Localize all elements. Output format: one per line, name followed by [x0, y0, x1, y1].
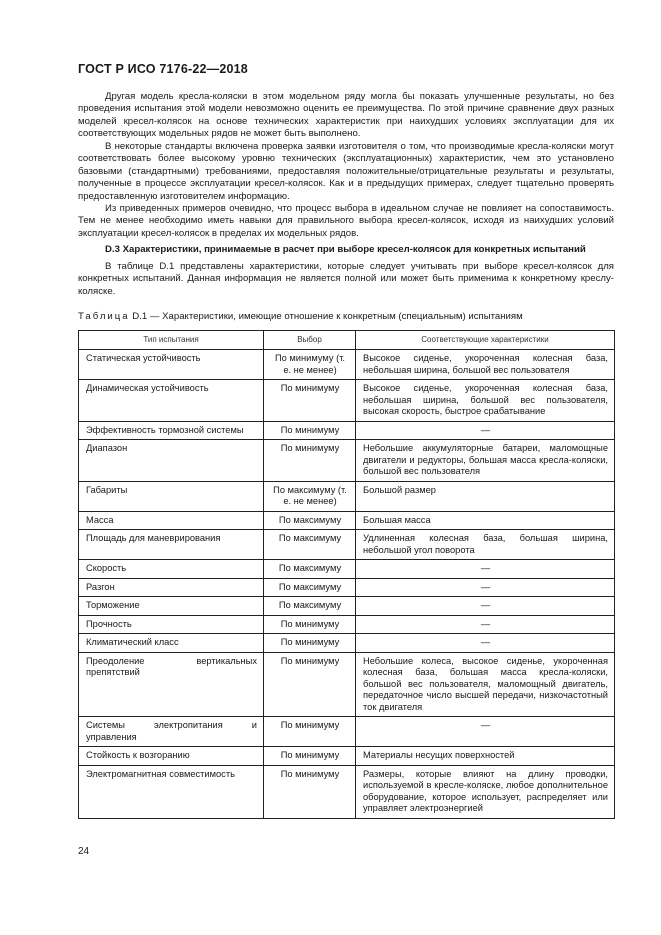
table-row — [79, 530, 615, 560]
characteristics-cell: — — [356, 615, 615, 634]
selection-cell: По максимуму — [264, 597, 356, 616]
selection-cell: По минимуму — [264, 765, 356, 818]
test-type-cell: Статическая устойчивость — [79, 350, 264, 380]
test-type-cell: Электромагнитная совместимость — [79, 765, 264, 818]
table-row — [79, 597, 615, 616]
test-type-cell: Эффективность тормозной системы — [79, 421, 264, 440]
page-number: 24 — [78, 846, 90, 857]
test-type-cell: Скорость — [79, 560, 264, 579]
table-caption — [78, 311, 614, 323]
selection-cell: По минимуму — [264, 615, 356, 634]
selection-cell: По минимуму — [264, 440, 356, 482]
table-caption-text: D.1 — Характеристики, имеющие отношение к конкретным (специальным) испытаниям — [132, 311, 523, 322]
selection-cell: По минимуму — [264, 717, 356, 747]
characteristics-cell: Небольшие колеса, высокое сиденье, укороченная колесная база, большая масса кресла-коляски, большой вес пользователя, маломощный двигатель, передаточное число высшей передачи, низкочастотный ток двигателя — [356, 652, 615, 717]
table-row — [79, 652, 615, 717]
section-paragraph: В таблице D.1 представлены характеристики, которые следует учитывать при выборе кресел-колясок для конкретных испытаний. Данная информация не является полной или может быть применима к конкретному креслу-коляске. — [78, 261, 614, 297]
characteristics-table — [78, 330, 615, 819]
table-row — [79, 380, 615, 422]
test-type-cell: Системы электропитания и управления — [79, 717, 264, 747]
test-type-cell: Площадь для маневрирования — [79, 530, 264, 560]
characteristics-cell: Большой размер — [356, 481, 615, 511]
table-row — [79, 511, 615, 530]
characteristics-cell: — — [356, 634, 615, 653]
table-row — [79, 560, 615, 579]
characteristics-cell: — — [356, 717, 615, 747]
table-row — [79, 717, 615, 747]
paragraph-3: Из приведенных примеров очевидно, что процесс выбора в идеальном случае не повлияет на сопоставимость. Тем не менее необходимо иметь навыки для правильного выбора кресел-колясок, исходя из наихудших условий эксплуатации кресел-колясок в пределах их модельных рядов. — [78, 203, 614, 239]
test-type-cell: Торможение — [79, 597, 264, 616]
table-row — [79, 578, 615, 597]
table-row — [79, 350, 615, 380]
test-type-cell: Преодоление вертикальных препятствий — [79, 652, 264, 717]
characteristics-cell: Высокое сиденье, укороченная колесная база, небольшая ширина, большой вес пользователя, высокая скорость, быстрое срабатывание — [356, 380, 615, 422]
selection-cell: По максимуму — [264, 578, 356, 597]
test-type-cell: Разгон — [79, 578, 264, 597]
characteristics-cell: — — [356, 597, 615, 616]
table-row — [79, 481, 615, 511]
characteristics-cell: — — [356, 421, 615, 440]
selection-cell: По минимуму — [264, 421, 356, 440]
characteristics-cell: Материалы несущих поверхностей — [356, 747, 615, 766]
test-type-cell: Климатический класс — [79, 634, 264, 653]
selection-cell: По максимуму — [264, 511, 356, 530]
document-header: ГОСТ Р ИСО 7176-22—2018 — [78, 62, 248, 76]
table-row — [79, 421, 615, 440]
table-row — [79, 440, 615, 482]
table-row — [79, 634, 615, 653]
selection-cell: По минимуму — [264, 380, 356, 422]
test-type-cell: Динамическая устойчивость — [79, 380, 264, 422]
test-type-cell: Диапазон — [79, 440, 264, 482]
test-type-cell: Прочность — [79, 615, 264, 634]
table-header-row — [79, 331, 615, 350]
paragraph-2: В некоторые стандарты включена проверка заявки изготовителя о том, что производимые кресла-коляски могут соответствовать более высокому уровню технических (эксплуатационных) характеристик, чем это установлено базовыми (стандартными) требованиями, предоставляя положительные/отрицательные результаты и результаты, полученные в процессе эксплуатации кресел-колясок. Как и в предыдущих примерах, следует тщательно проверять предоставленную изготовителем информацию. — [78, 141, 614, 202]
selection-cell: По максимуму (т. е. не менее) — [264, 481, 356, 511]
paragraph-1: Другая модель кресла-коляски в этом модельном ряду могла бы показать улучшенные результаты, но без проведения испытания этой модели невозможно оценить ее преимущества. По этой причине сравнение двух разных моделей кресел-колясок на основе технических характеристик при наихудших условиях эксплуатации для их соответствующих модельных рядов не может быть выполнено. — [78, 91, 614, 140]
header-selection: Выбор — [264, 331, 356, 350]
test-type-cell: Габариты — [79, 481, 264, 511]
selection-cell: По максимуму — [264, 530, 356, 560]
section-title: D.3 Характеристики, принимаемые в расчет при выборе кресел-колясок для конкретных испытаний — [105, 244, 586, 255]
selection-cell: По максимуму — [264, 560, 356, 579]
characteristics-cell: Большая масса — [356, 511, 615, 530]
test-type-cell: Стойкость к возгоранию — [79, 747, 264, 766]
characteristics-cell: Удлиненная колесная база, большая ширина, небольшой угол поворота — [356, 530, 615, 560]
selection-cell: По минимуму — [264, 747, 356, 766]
table-row — [79, 747, 615, 766]
selection-cell: По минимуму — [264, 634, 356, 653]
characteristics-cell: — — [356, 578, 615, 597]
test-type-cell: Масса — [79, 511, 264, 530]
table-caption-label: Таблица — [78, 311, 130, 322]
characteristics-cell: Высокое сиденье, укороченная колесная база, небольшая ширина, большой вес пользователя — [356, 350, 615, 380]
selection-cell: По минимуму (т. е. не менее) — [264, 350, 356, 380]
selection-cell: По минимуму — [264, 652, 356, 717]
table-row — [79, 615, 615, 634]
characteristics-cell: Небольшие аккумуляторные батареи, маломощные двигатели и редукторы, большая масса кресла-коляски, большой вес пользователя — [356, 440, 615, 482]
characteristics-cell: — — [356, 560, 615, 579]
table-row — [79, 765, 615, 818]
characteristics-cell: Размеры, которые влияют на длину проводки, используемой в кресле-коляске, любое дополнительное оборудование, которое использует, распределяет или управляет электроэнергией — [356, 765, 615, 818]
header-test-type: Тип испытания — [79, 331, 264, 350]
header-characteristics: Соответствующие характеристики — [356, 331, 615, 350]
